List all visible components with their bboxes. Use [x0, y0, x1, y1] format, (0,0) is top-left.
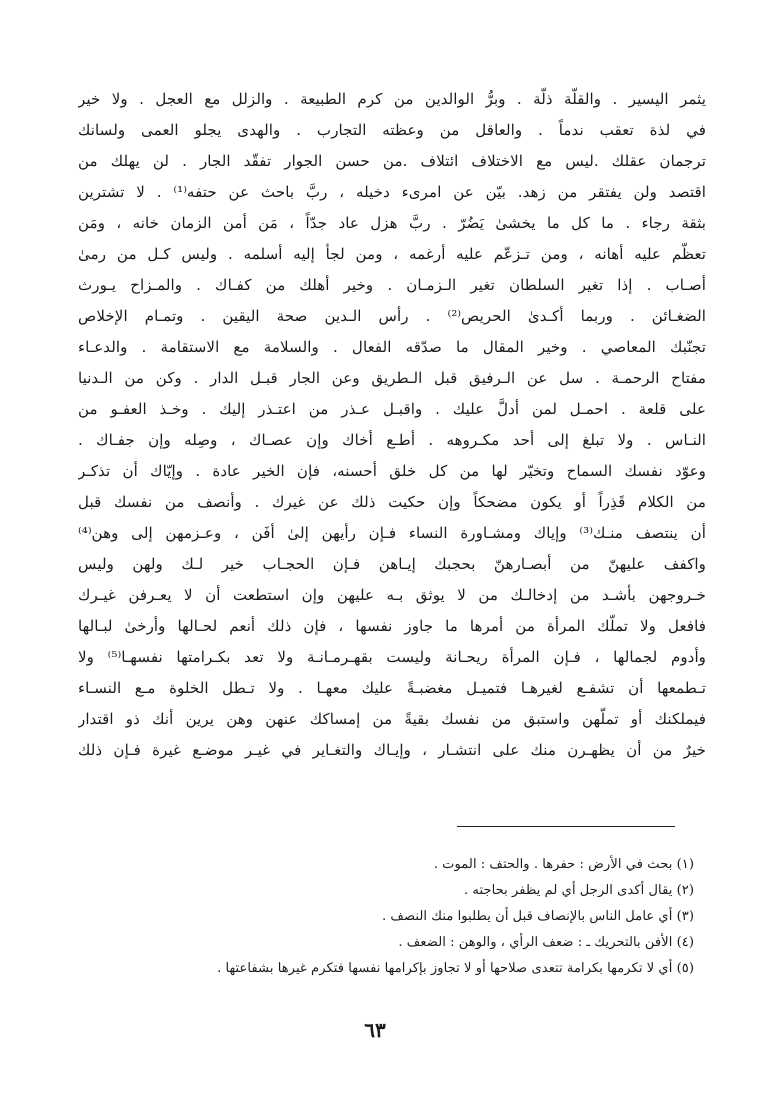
text-line: اقتصد ولن يفتقر من زهد. بيّن عن امرىء دخيله ، ربَّ باحث عن حتفه⁽¹⁾ . لا تشترين [78, 183, 706, 201]
text-line: ترجمان عقلك .ليس مع الاختلاف ائتلاف .من حسن الجوار تفقّد الجار . لن يهلك من [78, 152, 706, 170]
footnote: (٢) يقال أكدى الرجل أي لم يظفر بحاجته . [464, 883, 694, 898]
text-line: على قلعة . احمـل لمن أدلَّ عليك . واقبـل عـذر من اعتـذر إليك . وخـذ العفـو من [78, 400, 706, 418]
text-line: أصـاب . إذا تغير السلطان تغير الـزمـان . وخير أهلك من كفـاك . والمـزاح يـورث [78, 276, 706, 294]
text-line: خيرٌ من أن يظهـرن منك على انتشـار ، وإيـاك والتغـاير في غيـر موضـع غيرة فـإن ذلك [78, 741, 706, 759]
text-line: خـروجهن بأشـد من إدخالـك من لا يوثق بـه عليهن وإن استطعت أن لا يعـرفن غيـرك [78, 586, 706, 604]
text-line: فيملكنك أو تملّهن واستبق من نفسك بقيةً من إمساكك عنهن وهن يرين أنك ذو اقتدار [78, 710, 706, 728]
text-line: أن ينتصف منـك⁽³⁾ وإياك ومشـاورة النساء فـإن رأيهن إلىٰ أفَن ، وعـزمهن إلى وهن⁽⁴⁾ [78, 524, 706, 542]
text-line: النـاس . ولا تبلغ إلى أحد مكـروهه . أطـع أخاك وإن عصـاك ، وصِله وإن جفـاك . [78, 431, 706, 449]
footnote: (٣) أي عامل الناس بالإنصاف قبل أن يطلبوا منك النصف . [381, 909, 694, 924]
footnote: (٤) الأفن بالتحريك ـ : ضعف الرأي ، والوهن : الضعف . [398, 935, 694, 950]
text-line: مفتاح الرحمـة . سل عن الـرفيق قبل الـطريق وعن الجار قبـل الدار . وكن من الـدنيا [78, 369, 706, 387]
footnotes-block [90, 852, 694, 982]
footnote-separator [457, 826, 675, 827]
footnote: (١) بحث في الأرض : حفرها . والحتف : الموت . [433, 857, 694, 872]
text-line: الضغـائن . وربما أكـدىٰ الحريص⁽²⁾ . رأس الـدين صحة اليقين . وتمـام الإخلاص [78, 307, 706, 325]
text-line: تجنّبك المعاصي . وخير المقال ما صدّقه الفعال . والسلامة مع الاستقامة . والدعـاء [78, 338, 706, 356]
text-line: بثقة رجاء . ما كل ما يخشىٰ يَضُرّ . ربَّ هزل عاد جدّاً ، مَن أمن الزمان خانه ، ومَن [78, 214, 706, 232]
text-line: تـطمعها أن تشفـع لغيرهـا فتميـل مغضبـةً عليك معهـا . ولا تـطل الخلوة مـع النسـاء [78, 679, 706, 697]
text-line: واكفف عليهنّ من أبصـارهنّ بحجبك إيـاهن فـإن الحجـاب خير لـك ولهن وليس [78, 555, 706, 573]
text-line: وعوّد نفسك السماح وتخيّر لها من كل خلق أحسنه، فإن الخير عادة . وإيّاك أن تذكـر [78, 462, 706, 480]
text-line: وأدوم لجمالها ، فـإن المرأة ريحـانة وليست بقهـرمـانـة ولا تعد بكـرامتها نفسهـا⁽⁵⁾ ولا [78, 648, 706, 666]
text-line: تعظّم عليه أهانه ، ومن تـزعّم عليه أرغمه ، ومن لجأ إليه أسلمه . وليس كـل من رمىٰ [78, 245, 706, 263]
text-line: من الكلام قَذِراً أو يكون مضحكاً وإن حكيت ذلك عن غيرك . وأنصف من نفسك قبل [78, 493, 706, 511]
text-line: في لذة تعقب ندماً . والعاقل من وعظته التجارب . والهدى يجلو العمى ولسانك [78, 121, 706, 139]
page-number: ٦٣ [364, 1018, 386, 1042]
text-line: فافعل ولا تملّك المرأة من أمرها ما جاوز نفسها ، فإن ذلك أنعم لحـالها وأرخىٰ لبـالها [78, 617, 706, 635]
text-line: يثمر اليسير . والقلّة ذلّة . وبرُّ الوالدين من كرم الطبيعة . والزلل مع العجل . ولا خير [78, 90, 706, 108]
footnote: (٥) أي لا تكرمها بكرامة تتعدى صلاحها أو لا تجاوز بإكرامها نفسها فتكرم غيرها بشفاعتها . [217, 961, 694, 976]
main-text-block [78, 84, 706, 766]
